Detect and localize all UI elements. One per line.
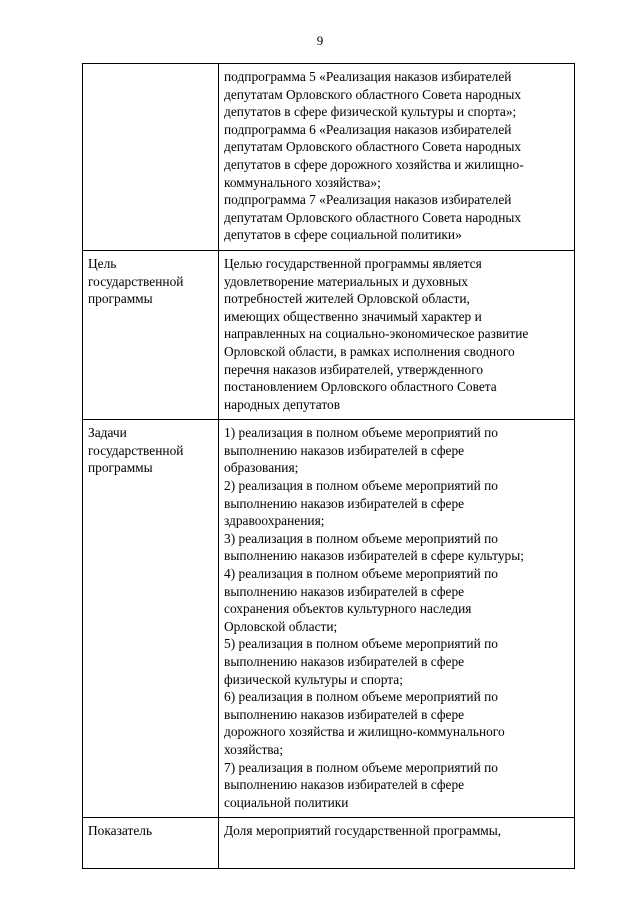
- row-content-cell: [219, 64, 575, 251]
- row-content-line: физической культуры и спорта;: [224, 671, 403, 687]
- row-content-line: 7) реализация в полном объеме мероприятий по: [224, 759, 498, 775]
- row-content-line: Орловской области, в рамках исполнения сводного: [224, 343, 515, 359]
- row-label-line: Цель: [88, 255, 117, 271]
- table-row: [83, 818, 575, 869]
- row-content-line: депутатов в сфере социальной политики»: [224, 227, 462, 243]
- row-content-line: подпрограмма 7 «Реализация наказов избирателей: [224, 192, 512, 208]
- row-content-line: подпрограмма 5 «Реализация наказов избирателей: [224, 69, 512, 84]
- row-content-line: депутатам Орловского областного Совета народных: [224, 86, 522, 102]
- row-label-line: Задачи: [88, 425, 127, 441]
- program-passport-table: [82, 63, 575, 869]
- row-content-line: Целью государственной программы является: [224, 255, 482, 271]
- row-content-line: здравоохранения;: [224, 513, 325, 529]
- row-content-cell: [219, 818, 575, 869]
- row-content-line: хозяйства;: [224, 741, 284, 757]
- row-content-line: депутатов в сфере физической культуры и спорта»;: [224, 104, 517, 120]
- row-content-line: подпрограмма 6 «Реализация наказов избирателей: [224, 121, 512, 137]
- row-content-line: удовлетворение материальных и духовных: [224, 273, 468, 289]
- row-label-cell: [83, 250, 219, 419]
- row-content-line: потребностей жителей Орловской области,: [224, 291, 470, 307]
- row-content-line: 6) реализация в полном объеме мероприятий по: [224, 689, 498, 705]
- table-body: [83, 64, 575, 869]
- row-content-line: выполнению наказов избирателей в сфере культуры;: [224, 548, 524, 564]
- row-content-line: 1) реализация в полном объеме мероприятий по: [224, 425, 498, 441]
- row-content-line: депутатам Орловского областного Совета народных: [224, 139, 522, 155]
- row-label-line: государственной: [88, 442, 184, 458]
- table-row: [83, 64, 575, 251]
- row-content-line: имеющих общественно значимый характер и: [224, 308, 482, 324]
- row-label-line: программы: [88, 291, 153, 307]
- row-content-line: постановлением Орловского областного Совета: [224, 379, 497, 395]
- row-content-line: выполнению наказов избирателей в сфере: [224, 442, 465, 458]
- table-row: [83, 250, 575, 419]
- row-content-line: направленных на социально-экономическое развитие: [224, 326, 529, 342]
- row-content-line: выполнению наказов избирателей в сфере: [224, 777, 465, 793]
- row-content-line: выполнению наказов избирателей в сфере: [224, 654, 465, 669]
- row-content-line: депутатам Орловского областного Совета народных: [224, 209, 522, 225]
- row-content-line: образования;: [224, 460, 299, 476]
- page-number: 9: [316, 33, 324, 48]
- row-content-line: дорожного хозяйства и жилищно-коммунального: [224, 724, 505, 740]
- row-label-cell: [83, 818, 219, 869]
- row-content-line: перечня наказов избирателей, утвержденного: [224, 361, 484, 377]
- row-content-line: 2) реализация в полном объеме мероприятий по: [224, 478, 498, 494]
- row-content-cell: [219, 250, 575, 419]
- row-label-line: Показатель: [88, 823, 153, 839]
- table-row: [83, 420, 575, 818]
- row-label-line: программы: [88, 460, 153, 476]
- row-label-cell: [83, 64, 219, 251]
- row-content-line: Орловской области;: [224, 618, 338, 634]
- row-content-line: выполнению наказов избирателей в сфере: [224, 706, 465, 722]
- row-content-line: выполнению наказов избирателей в сфере: [224, 495, 465, 511]
- row-label-cell: [83, 420, 219, 818]
- row-content-line: народных депутатов: [224, 396, 341, 412]
- row-content-line: 5) реализация в полном объеме мероприятий по: [224, 636, 498, 652]
- row-label-line: государственной: [88, 273, 184, 289]
- row-content-line: Доля мероприятий государственной программы,: [224, 823, 502, 839]
- row-content-line: коммунального хозяйства»;: [224, 174, 381, 190]
- row-content-line: 4) реализация в полном объеме мероприятий по: [224, 566, 498, 582]
- row-content-line: социальной политики: [224, 794, 349, 810]
- row-content-cell: [219, 420, 575, 818]
- row-content-line: депутатов в сфере дорожного хозяйства и жилищно-: [224, 156, 524, 172]
- row-content-line: 3) реализация в полном объеме мероприятий по: [224, 530, 498, 546]
- row-content-line: выполнению наказов избирателей в сфере: [224, 583, 465, 599]
- row-content-line: сохранения объектов культурного наследия: [224, 601, 472, 617]
